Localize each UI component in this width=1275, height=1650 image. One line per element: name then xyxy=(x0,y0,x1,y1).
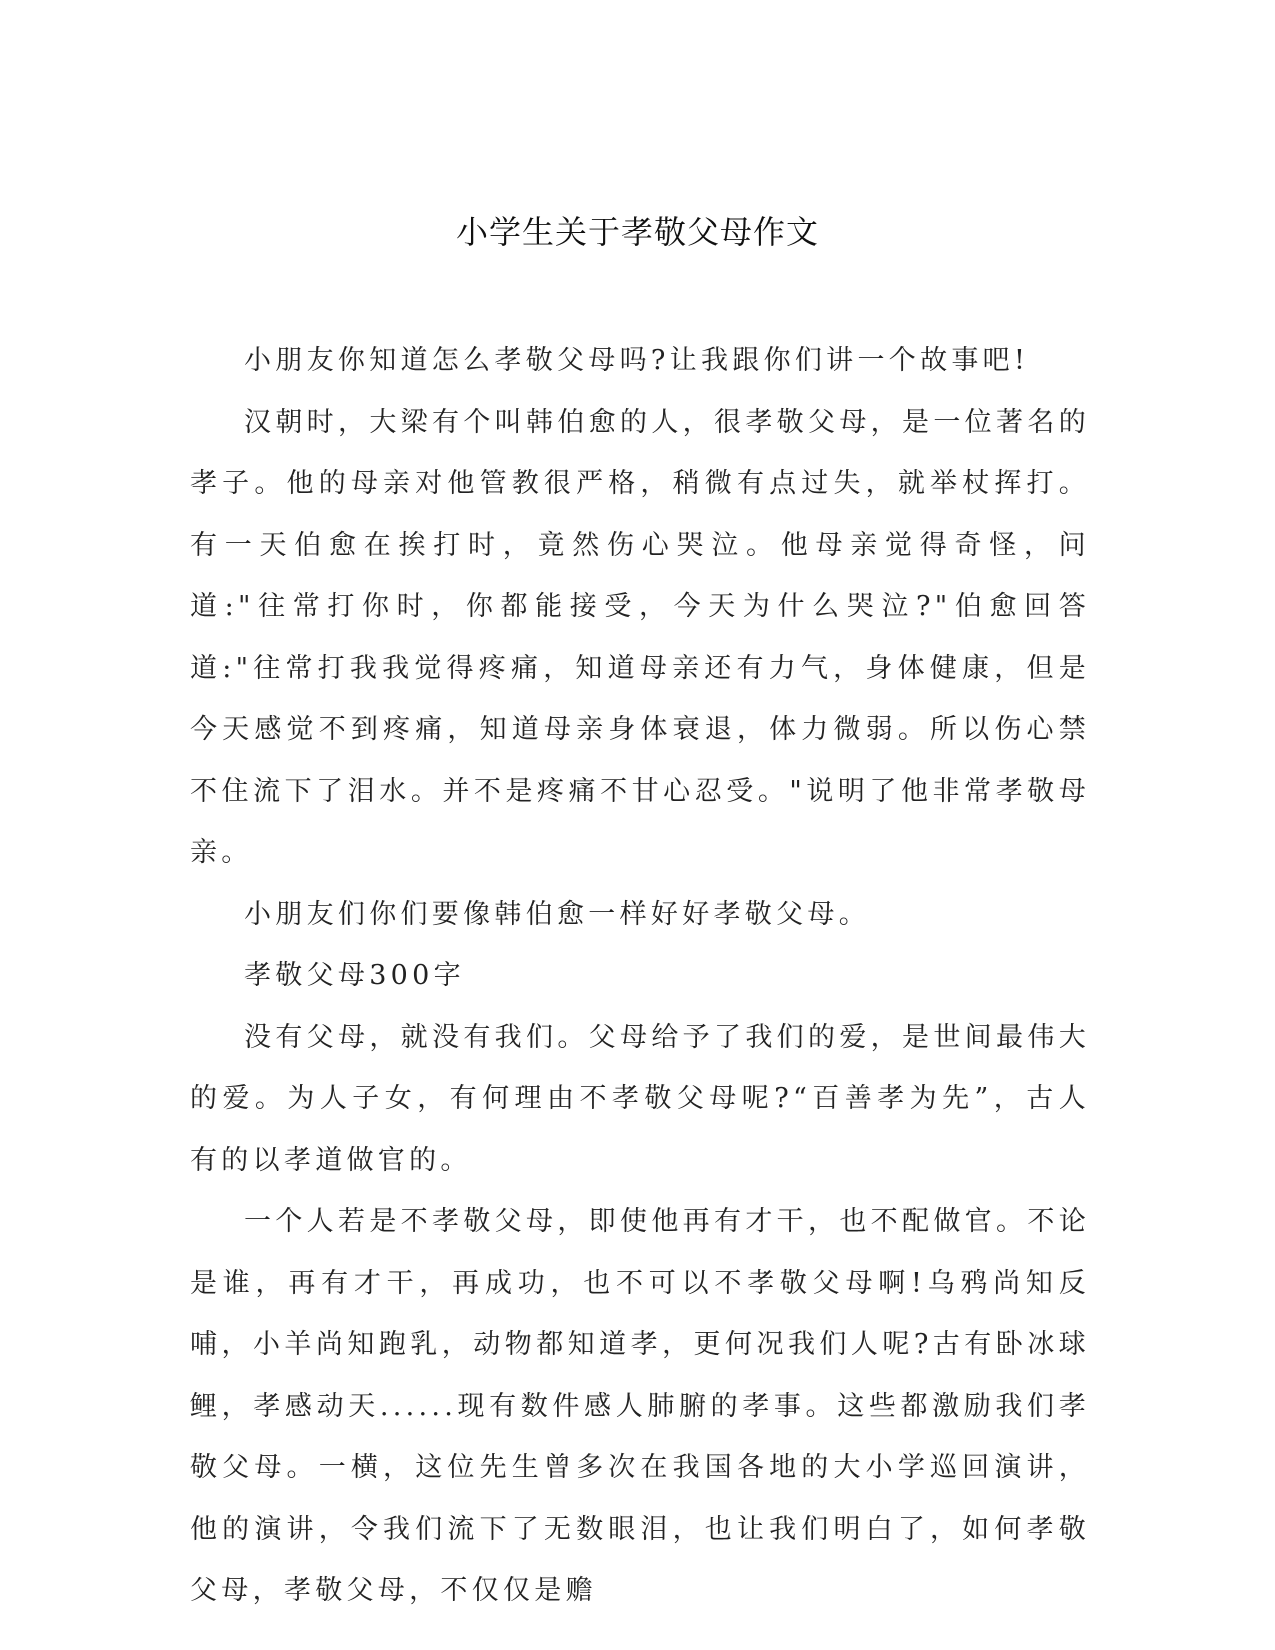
paragraph-filial-piety: 一个人若是不孝敬父母，即使他再有才干，也不配做官。不论是谁，再有才干，再成功，也不可以不孝敬父母啊!乌鸦尚知反哺，小羊尚知跑乳，动物都知道孝，更何况我们人呢?古有卧冰球鲤，孝感动天......现有数件感人肺腑的孝事。这些都激励我们孝敬父母。一横，这位先生曾多次在我国各地的大小学巡回演讲，他的演讲，令我们流下了无数眼泪，也让我们明白了，如何孝敬父母，孝敬父母，不仅仅是赡 xyxy=(190,1206,1090,1606)
paragraph-intro: 小朋友你知道怎么孝敬父母吗?让我跟你们讲一个故事吧! xyxy=(244,345,1030,376)
document-title: 小学生关于孝敬父母作文 xyxy=(455,213,819,251)
paragraph-story: 汉朝时，大梁有个叫韩伯愈的人，很孝敬父母，是一位著名的孝子。他的母亲对他管教很严格，稍微有点过失，就举杖挥打。有一天伯愈在挨打时，竟然伤心哭泣。他母亲觉得奇怪，问道:"往常打你时，你都能接受，今天为什么哭泣?"伯愈回答道:"往常打我我觉得疼痛，知道母亲还有力气，身体健康，但是今天感觉不到疼痛，知道母亲身体衰退，体力微弱。所以伤心禁不住流下了泪水。并不是疼痛不甘心忍受。"说明了他非常孝敬母亲。 xyxy=(190,406,1090,868)
paragraph-exhortation: 小朋友们你们要像韩伯愈一样好好孝敬父母。 xyxy=(244,898,870,930)
paragraph-no-parents: 没有父母，就没有我们。父母给予了我们的爱，是世间最伟大的爱。为人子女，有何理由不孝敬父母呢?“百善孝为先”，古人有的以孝道做官的。 xyxy=(190,1021,1090,1176)
document-body xyxy=(190,330,1090,1622)
section-heading: 孝敬父母300字 xyxy=(244,960,465,991)
